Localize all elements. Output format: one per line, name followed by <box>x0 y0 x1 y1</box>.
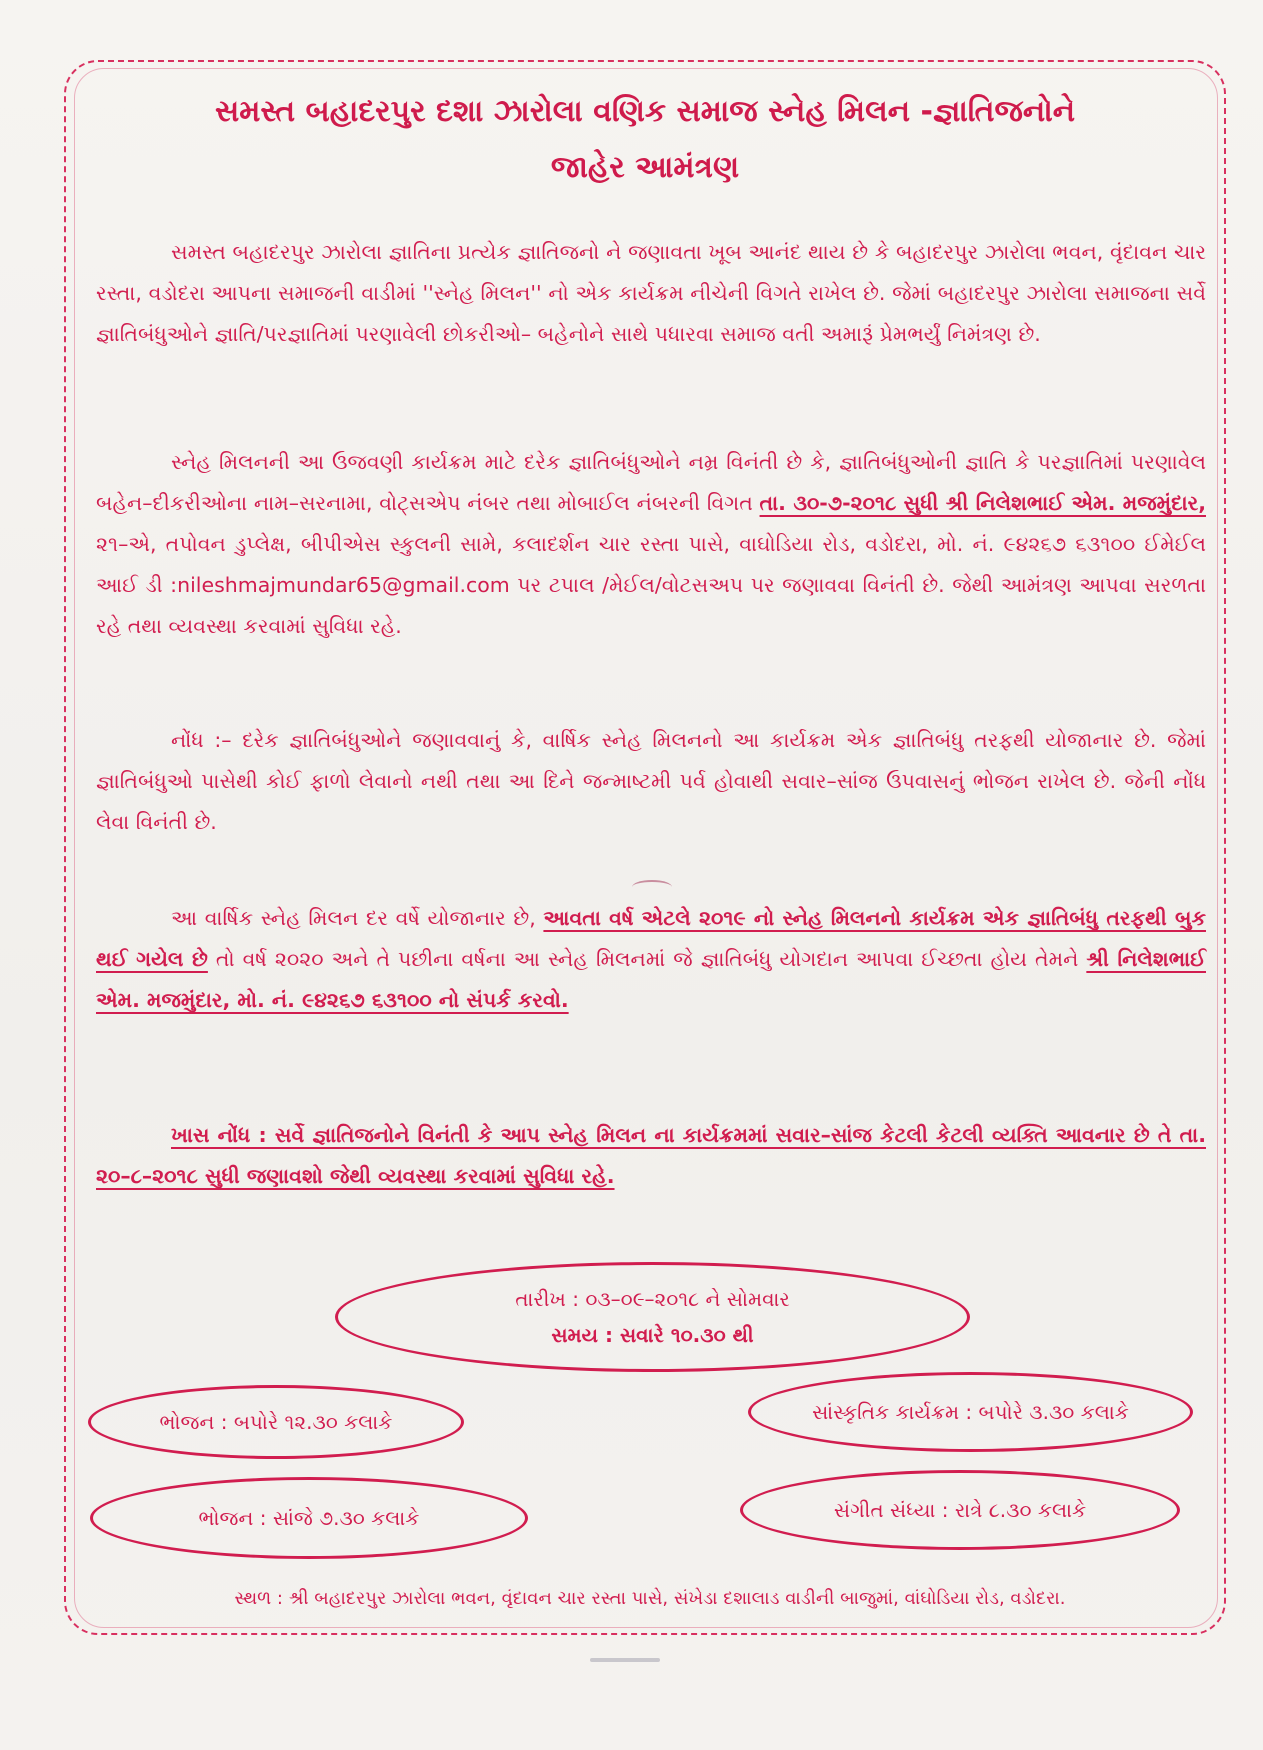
intro-text: સમસ્ત બહાદરપુર ઝારોલા જ્ઞાતિના પ્રત્યેક જ્ઞાતિજનો ને જણાવતા ખૂબ આનંદ થાય છે કે બહાદરપુર ઝારોલા ભવન, વૃંદાવન ચાર રસ્તા, વડોદરા આપના સમાજની વાડીમાં ''સ્નેહ મિલન'' નો એક કાર્યક્રમ નીચેની વિગતે રાખેલ છે. જેમાં બહાદરપુર ઝારોલા સમાજના સર્વે જ્ઞાતિબંધુઓને જ્ઞાતિ/પરજ્ઞાતિમાં પરણાવેલી છોકરીઓ– બહેનોને સાથે પધારવા સમાજ વતી અમારૂં પ્રેમભર્યું નિમંત્રણ છે. <box>96 240 1206 346</box>
paragraph-request <box>96 442 1206 647</box>
special-note-underlined: ખાસ નોંધ : સર્વે જ્ઞાતિજનોને વિનંતી કે આપ સ્નેહ મિલન ના કાર્યક્રમમાં સવાર–સાંજ કેટલી કેટલી વ્યક્તિ આવનાર છે તે તા. ૨૦–૮–૨૦૧૮ સુધી જણાવશો જેથી વ્યવસ્થા કરવામાં સુવિધા રહે. <box>96 1123 1206 1188</box>
annual-booked-underlined: આવતા વર્ષ એટલે ૨૦૧૯ નો સ્નેહ મિલનનો કાર્યક્રમ એક જ્ઞાતિબંધુ તરફથી બુક થઈ ગયેલ છે <box>96 906 1206 971</box>
paragraph-note <box>96 720 1206 843</box>
title-line-1: સમસ્ત બહાદરપુર દશા ઝારોલા વણિક સમાજ સ્નેહ મિલન -જ્ઞાતિજનોને <box>214 94 1076 129</box>
annual-contact-underlined: શ્રી નિલેશભાઈ એમ. મજમુંદાર, મો. નં. ૯૪૨૬૭ ૬૩૧૦૦ નો સંપર્ક કરવો. <box>96 947 1206 1012</box>
paragraph-annual <box>96 898 1206 1021</box>
music-ellipse <box>740 1470 1180 1550</box>
venue-line: સ્થળ : શ્રી બહાદરપુર ઝારોલા ભવન, વૃંદાવન ચાર રસ્તા પાસે, સંખેડા દશાલાડ વાડીની બાજુમાં, વાંઘોડિયા રોડ, વડોદરા. <box>234 1588 1066 1609</box>
invitation-title <box>100 84 1190 196</box>
request-text-1: સ્નેહ મિલનની આ ઉજવણી કાર્યક્રમ માટે દરેક જ્ઞાતિબંધુઓને નમ્ર વિનંતી છે કે, જ્ઞાતિબંધુઓની જ્ઞાતિ કે પરજ્ઞાતિમાં પરણાવેલ બહેન–દીકરીઓના નામ–સરનામા, વોટ્સએપ નંબર તથા મોબાઈલ નંબરની વિગત <box>96 450 1206 515</box>
music-time: સંગીત સંધ્યા : રાત્રે ૮.૩૦ કલાકે <box>833 1498 1087 1522</box>
lunch-ellipse <box>88 1385 464 1459</box>
note-text: નોંધ :– દરેક જ્ઞાતિબંધુઓને જણાવવાનું કે, વાર્ષિક સ્નેહ મિલનનો આ કાર્યક્રમ એક જ્ઞાતિબંધુ તરફથી યોજાનાર છે. જેમાં જ્ઞાતિબંધુઓ પાસેથી કોઈ ફાળો લેવાનો નથી તથા આ દિને જન્માષ્ટમી પર્વ હોવાથી સવાર–સાંજ ઉપવાસનું ભોજન રાખેલ છે. જેની નોંધ લેવા વિનંતી છે. <box>96 728 1206 834</box>
footer-mark <box>590 1658 660 1662</box>
cultural-time: સાંસ્કૃતિક કાર્યક્રમ : બપોરે ૩.૩૦ કલાકે <box>812 1400 1129 1424</box>
paragraph-special-note <box>96 1115 1206 1197</box>
cultural-ellipse <box>748 1372 1193 1452</box>
paragraph-intro <box>96 232 1206 355</box>
dinner-time: ભોજન : સાંજે ૭.૩૦ કલાકે <box>198 1506 420 1530</box>
date-time-ellipse <box>335 1262 970 1372</box>
annual-text-2: તો વર્ષ ૨૦૨૦ અને તે પછીના વર્ષના આ સ્નેહ મિલનમાં જે જ્ઞાતિબંધુ યોગદાન આપવા ઈચ્છતા હોય તેમને <box>207 947 1087 971</box>
title-line-2: જાહેર આમંત્રણ <box>550 150 740 185</box>
annual-text-1: આ વાર્ષિક સ્નેહ મિલન દર વર્ષે યોજાનાર છે, <box>171 906 544 930</box>
request-deadline-underlined: તા. ૩૦-૭-૨૦૧૮ સુધી શ્રી નિલેશભાઈ એમ. મજમુંદાર, <box>759 491 1206 515</box>
event-date: તારીખ : ૦૩–૦૯–૨૦૧૮ ને સોમવાર <box>515 1287 790 1311</box>
event-time: સમય : સવારે ૧૦.૩૦ થી <box>551 1323 754 1347</box>
request-text-2: ૨૧–એ, તપોવન ડુપ્લેક્ષ, બીપીએસ સ્કુલની સામે, કલાદર્શન ચાર રસ્તા પાસે, વાઘોડિયા રોડ, વડોદરા, મો. નં. ૯૪૨૬૭ ૬૩૧૦૦ ઈમેઈલ આઈ ડી :nileshmajmundar65@gmail.com પર ટપાલ /મેઈલ/વોટસઅપ પર જણાવવા વિનંતી છે. જેથી આમંત્રણ આપવા સરળતા રહે તથા વ્યવસ્થા કરવામાં સુવિધા રહે. <box>96 532 1206 638</box>
lunch-time: ભોજન : બપોરે ૧૨.૩૦ કલાકે <box>159 1410 393 1434</box>
dinner-ellipse <box>90 1477 528 1559</box>
decorative-arc <box>632 880 672 894</box>
